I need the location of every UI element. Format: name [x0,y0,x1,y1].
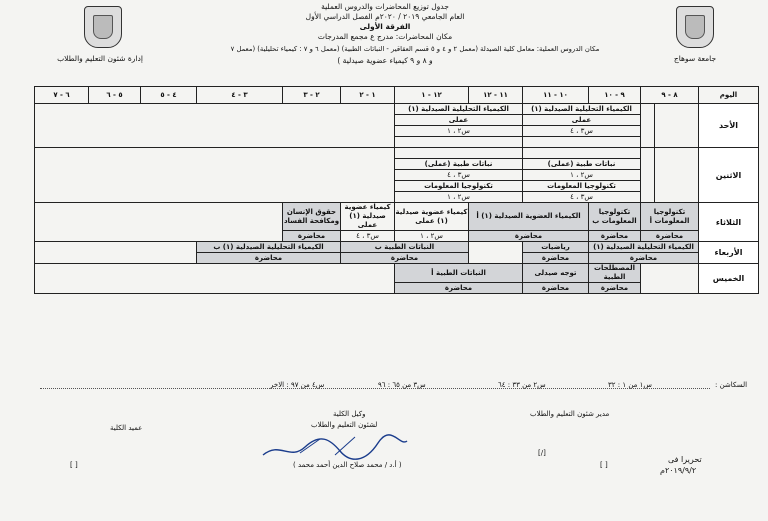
cell-title: تكنولوجيا المعلومات أ [641,203,699,231]
written-bracket: [ ] [600,461,608,469]
section-4: س٤ من ٩٧ : الاخر [270,381,325,389]
section-1: س١ من ١ : ٣٢ [608,381,652,389]
cell-type: محاضرة [523,253,589,264]
dean-title: عميد الكلية [110,424,143,432]
cell-title: الكيمياء التحليلية الصيدلية (١) ب [197,242,341,253]
written-label: تحريرا فى [668,455,702,464]
cell-type: محاضرة [197,253,341,264]
table-row [35,148,759,159]
section-3: س٣ من ٦٥ : ٩٦ [378,381,426,389]
slot-header: ٢ - ٣ [283,87,341,104]
right-caption: جامعة سوهاج [673,54,717,63]
header-row [35,87,759,104]
cell-room: س٣ ، ٤ [341,231,395,242]
schedule-table [34,86,759,294]
cell-type: محاضرة [283,231,341,242]
slot-header: ١ - ٢ [341,87,395,104]
cell-title: رياضيات [523,242,589,253]
header-line5: مكان الدروس العملية: معامل كلية الصيدلة (معمل ٢ و ٤ و ٥ قسم العقاقير - النباتات الطبية) (معمل ٦ و ٧ : كيمياء تحليلية) (معمل ٧ [230,45,600,53]
table-row [35,104,759,115]
section-2: س٢ من ٣٣ : ٦٤ [498,381,546,389]
cell-title: النباتات الطبية أ [395,264,523,283]
slot-header: ٩ - ١٠ [589,87,641,104]
cell-room: س٣ ، ٤ [523,126,641,137]
cell-type: عملى [523,115,641,126]
dean-bracket: [ ] [70,461,78,469]
slot-header: ٣ - ٤ [197,87,283,104]
left-caption: إدارة شئون التعليم والطلاب [57,54,143,63]
cell-title: الكيمياء التحليلية الصيدلية (١) [395,104,523,115]
sections-divider [40,388,710,389]
vice-dean-name: ( أ.د / محمد صلاح الدين أحمد محمد ) [293,461,402,469]
cell-title: كيمياء عضوية صيدلية (١) عملى [341,203,395,231]
university-logo [676,6,714,48]
cell-title: تكنولوجيا المعلومات [523,181,641,192]
slot-header: ٤ - ٥ [141,87,197,104]
cell-title: تكنولوجيا المعلومات ب [589,203,641,231]
cell-title: نباتات طبية (عملى) [523,159,641,170]
slot-header: ١١ - ١٢ [469,87,523,104]
cell-title: الكيمياء العضوية الصيدلية (١) أ [469,203,589,231]
cell-room: س٢ ، ١ [395,231,469,242]
day-tuesday: الثلاثاء [699,203,759,242]
cell-room: س٢ ، ١ [395,192,523,203]
slot-header: ٦ - ٧ [35,87,89,104]
slot-header: ١٢ - ١ [395,87,469,104]
slot-header: ٥ - ٦ [89,87,141,104]
sections-label: السكاشن : [715,381,748,389]
day-header: اليوم [699,87,759,104]
director-title: مدير شئون التعليم والطلاب [530,410,610,418]
cell-type: محاضرة [589,231,641,242]
cell-title: كيمياء عضوية صيدلية (١) عملى [395,203,469,231]
slot-header: ٨ - ٩ [641,87,699,104]
cell-type: محاضرة [523,283,589,294]
cell-title: نباتات طبية (عملى) [395,159,523,170]
header-line4: مكان المحاضرات: مدرج ع مجمع المدرجات [317,32,453,41]
cell-room: س٢ ، ١ [395,126,523,137]
header-line1: جدول توزيع المحاضرات والدروس العملية [321,2,449,11]
cell-type: محاضرة [641,231,699,242]
cell-type: محاضرة [395,283,523,294]
vice-dean-subtitle: لشئون التعليم والطلاب [311,421,378,429]
written-date: ٢٠١٩/٩/٢م [660,466,697,475]
slot-header: ١٠ - ١١ [523,87,589,104]
cell-type: محاضرة [589,283,641,294]
signature [260,433,410,463]
cell-title: توجه صيدلى [523,264,589,283]
cell-room: س٣ ، ٤ [395,170,523,181]
day-wednesday: الأربعاء [699,242,759,264]
cell-room: س٣ ، ٤ [523,192,641,203]
day-monday: الاثنين [699,148,759,203]
cell-title: النباتات الطبية ب [341,242,469,253]
day-thursday: الخميس [699,264,759,294]
day-sunday: الأحد [699,104,759,148]
cell-type: محاضرة [341,253,469,264]
vice-dean-title: وكيل الكلية [333,410,366,418]
cell-title: الكيمياء التحليلية الصيدلية (١) [523,104,641,115]
cell-type: عملى [395,115,523,126]
cell-title: الكيمياء التحليلية الصيدلية (١) [589,242,699,253]
header-line3: الفرقة الأولى [359,22,411,31]
faculty-logo [84,6,122,48]
cell-type: محاضرة [469,231,589,242]
cell-title: تكنولوجيا المعلومات [395,181,523,192]
header-line2: العام الجامعي ٢٠١٩ / ٢٠٢٠م الفصل الدراسي الأول [305,12,465,21]
cell-type: محاضرة [589,253,699,264]
header-line6: و ٨ و ٩ كيمياء عضوية صيدلية ) [337,56,433,65]
cell-title: المصطلحات الطبية [589,264,641,283]
director-bracket: [/] [538,449,546,457]
cell-room: س٢ ، ١ [523,170,641,181]
cell-title: حقوق الإنسان ومكافحة الفساد [283,203,341,231]
